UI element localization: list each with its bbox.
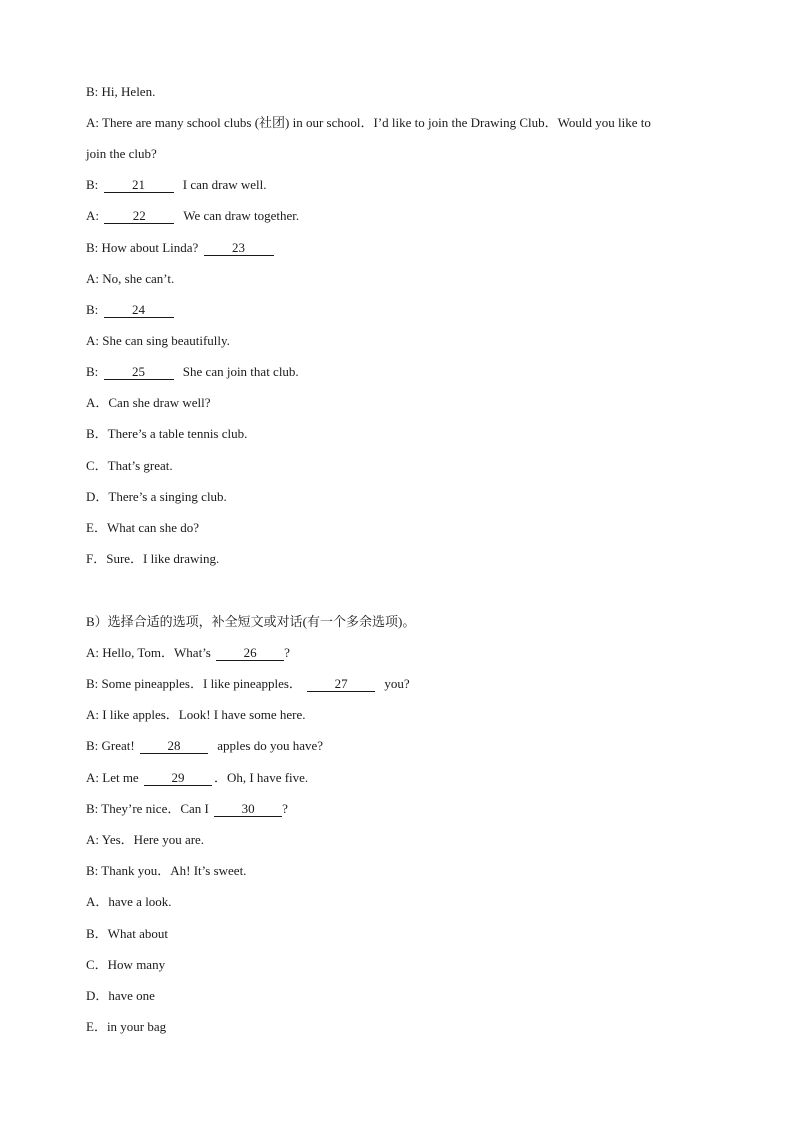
option-e: E．in your bag [86,1019,167,1034]
question-23 [86,240,704,256]
dialogue-text: B: Great! [86,738,135,753]
dialogue-line: A: She can sing beautifully. [86,333,230,348]
answer-blank-26[interactable]: 26 [216,646,284,661]
dialogue-text: A: Let me [86,770,139,785]
question-21 [86,177,704,193]
speaker-label: A: [86,208,99,223]
question-30 [86,801,704,817]
option-c: C．How many [86,957,166,972]
speaker-label: B: [86,364,99,379]
answer-blank-25[interactable]: 25 [104,365,174,380]
dialogue-line: A: No, she can’t. [86,271,175,286]
answer-blank-24[interactable]: 24 [104,303,174,318]
dialogue-text: I can draw well. [182,177,267,192]
answer-blank-27[interactable]: 27 [307,677,375,692]
answer-blank-29[interactable]: 29 [144,771,212,786]
question-25 [86,364,704,380]
option-a: A．have a look. [86,894,172,909]
answer-blank-22[interactable]: 22 [104,209,174,224]
option-b: B．What about [86,926,168,941]
question-24 [86,302,704,318]
dialogue-line: B: Hi, Helen. [86,84,156,99]
option-b: B．There’s a table tennis club. [86,426,248,441]
option-f: F．Sure．I like drawing. [86,551,220,566]
option-c: C．That’s great. [86,458,173,473]
dialogue-line: A: I like apples．Look! I have some here. [86,707,306,722]
option-a: A．Can she draw well? [86,395,211,410]
answer-blank-28[interactable]: 28 [140,739,208,754]
question-27 [86,676,704,692]
dialogue-line: join the club? [86,146,157,161]
dialogue-line: A: Yes．Here you are. [86,832,205,847]
dialogue-text: ? [282,801,288,816]
question-26 [86,645,704,661]
dialogue-text: ? [284,645,290,660]
dialogue-text: She can join that club. [182,364,299,379]
answer-blank-21[interactable]: 21 [104,178,174,193]
dialogue-line: A: There are many school clubs (社团) in our school．I’d like to join the Drawing Club．Would you like to [86,115,651,130]
dialogue-text: B: How about Linda? [86,240,199,255]
option-d: D．There’s a singing club. [86,489,227,504]
option-d: D．have one [86,988,155,1003]
dialogue-text: A: Hello, Tom．What’s [86,645,211,660]
answer-blank-23[interactable]: 23 [204,241,274,256]
dialogue-text: B: They’re nice．Can I [86,801,209,816]
section-heading: B）选择合适的选项，补全短文或对话(有一个多余选项)。 [86,614,416,629]
answer-blank-30[interactable]: 30 [214,802,282,817]
dialogue-text: B: Some pineapples．I like pineapples． [86,676,302,691]
question-28 [86,738,704,754]
dialogue-text: ．Oh, I have five. [213,770,309,785]
dialogue-text: apples do you have? [217,738,324,753]
question-29 [86,770,704,786]
speaker-label: B: [86,177,99,192]
question-22 [86,208,704,224]
option-e: E．What can she do? [86,520,199,535]
dialogue-text: you? [384,676,410,691]
dialogue-line: B: Thank you．Ah! It’s sweet. [86,863,247,878]
dialogue-text: We can draw together. [183,208,300,223]
speaker-label: B: [86,302,99,317]
